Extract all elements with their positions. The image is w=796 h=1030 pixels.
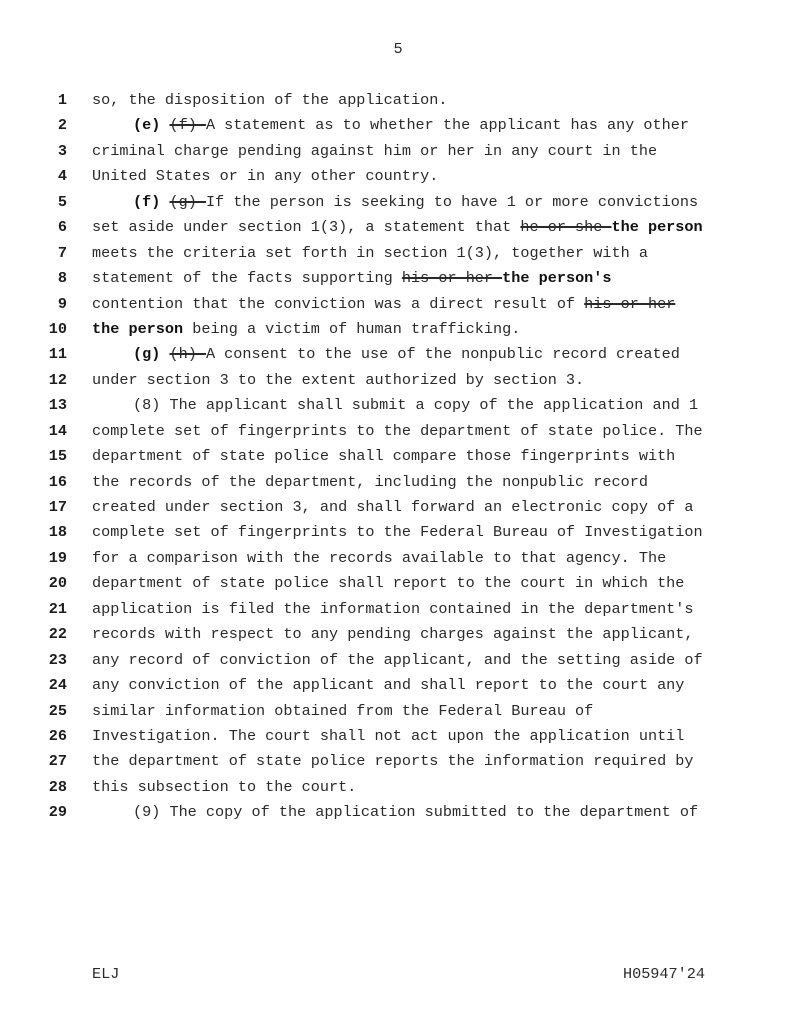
body-text: set aside under section 1(3), a statement that xyxy=(92,218,521,237)
line-number: 6 xyxy=(57,218,67,237)
line-number: 11 xyxy=(48,345,67,364)
text-line xyxy=(0,419,796,444)
line-text xyxy=(92,699,593,724)
text-line xyxy=(0,597,796,622)
line-text xyxy=(92,164,438,189)
line-number: 20 xyxy=(48,574,67,593)
line-number: 1 xyxy=(57,91,67,109)
page-number: 5 xyxy=(393,40,403,58)
text-line xyxy=(0,241,796,266)
line-text xyxy=(92,113,689,138)
body-text: department of state police shall report to the court in which the xyxy=(92,574,685,593)
line-number: 29 xyxy=(48,803,67,822)
line-number: 27 xyxy=(48,752,67,771)
text-line xyxy=(0,368,796,393)
line-text xyxy=(92,266,612,291)
stricken-text: (f) xyxy=(169,116,206,135)
line-number: 2 xyxy=(57,116,67,135)
line-text xyxy=(92,800,698,825)
line-text xyxy=(92,775,356,800)
line-number: 12 xyxy=(48,370,67,389)
body-text: any conviction of the applicant and shall report to the court any xyxy=(92,676,685,695)
text-line xyxy=(0,139,796,164)
line-number: 26 xyxy=(48,726,67,745)
body-text: created under section 3, and shall forward an electronic copy of a xyxy=(92,498,694,516)
text-line xyxy=(0,571,796,596)
text-line xyxy=(0,749,796,774)
stricken-text: (h) xyxy=(169,345,206,364)
line-text xyxy=(92,241,648,266)
footer-drafter-initials: ELJ xyxy=(92,965,120,983)
line-number: 3 xyxy=(57,141,67,160)
body-text: any record of conviction of the applicant, and the setting aside of xyxy=(92,650,703,669)
text-line xyxy=(0,673,796,698)
body-text: statement of the facts supporting xyxy=(92,269,402,288)
line-number: 9 xyxy=(57,294,67,313)
text-line xyxy=(0,113,796,138)
line-text xyxy=(92,292,675,317)
line-text xyxy=(92,495,694,520)
text-line xyxy=(0,215,796,240)
line-number: 16 xyxy=(48,472,67,491)
text-line xyxy=(0,470,796,495)
line-text xyxy=(92,749,694,774)
text-line xyxy=(0,699,796,724)
line-number: 5 xyxy=(57,192,67,211)
line-text xyxy=(92,622,694,647)
text-line xyxy=(0,317,796,342)
text-line xyxy=(0,800,796,825)
line-number: 24 xyxy=(48,676,67,695)
inserted-text: the person xyxy=(611,218,703,237)
line-number: 21 xyxy=(48,599,67,618)
inserted-text: (e) xyxy=(133,116,170,135)
body-text: If the person is seeking to have 1 or more convictions xyxy=(205,192,699,211)
inserted-text: the person xyxy=(92,319,184,338)
line-text xyxy=(92,317,520,342)
line-number: 8 xyxy=(57,269,67,288)
line-number: 14 xyxy=(48,421,67,440)
text-line xyxy=(0,520,796,545)
text-line xyxy=(0,88,796,113)
text-line xyxy=(0,648,796,673)
line-text xyxy=(92,88,447,113)
footer-bill-number: H05947'24 xyxy=(622,965,705,983)
line-text xyxy=(92,190,698,215)
line-number: 18 xyxy=(48,523,67,542)
body-text: so, the disposition of the application. xyxy=(92,91,448,109)
body-text: meets the criteria set forth in section 1(3), together with a xyxy=(92,243,648,262)
body-text: being a victim of human trafficking. xyxy=(183,319,521,338)
line-number: 4 xyxy=(57,167,67,186)
line-text xyxy=(92,673,684,698)
body-text: application is filed the information contained in the department's xyxy=(92,599,694,618)
body-text: the records of the department, including the nonpublic record xyxy=(92,472,648,491)
line-text xyxy=(92,139,657,164)
text-line xyxy=(0,495,796,520)
line-text xyxy=(92,342,680,367)
inserted-text: (f) xyxy=(133,192,170,211)
line-text xyxy=(92,648,703,673)
text-line xyxy=(0,775,796,800)
line-text xyxy=(92,215,703,240)
line-text xyxy=(92,419,703,444)
text-line xyxy=(0,342,796,367)
body-text: under section 3 to the extent authorized by section 3. xyxy=(92,370,585,389)
stricken-text: his or her xyxy=(401,269,503,288)
body-text: A statement as to whether the applicant has any other xyxy=(205,116,689,135)
line-text xyxy=(92,546,666,571)
body-text: (9) The copy of the application submitted to the department of xyxy=(133,803,699,822)
body-text: department of state police shall compare those fingerprints with xyxy=(92,447,676,466)
text-line xyxy=(0,292,796,317)
body-text: complete set of fingerprints to the department of state police. The xyxy=(92,421,703,440)
line-number: 23 xyxy=(48,650,67,669)
line-text xyxy=(92,393,698,418)
text-line xyxy=(0,546,796,571)
line-number: 13 xyxy=(48,396,67,415)
body-text: complete set of fingerprints to the Federal Bureau of Investigation xyxy=(92,523,703,542)
line-text xyxy=(92,368,584,393)
body-text: criminal charge pending against him or her in any court in the xyxy=(92,141,658,160)
text-line xyxy=(0,190,796,215)
page-footer xyxy=(92,965,705,983)
body-text: the department of state police reports the information required by xyxy=(92,752,694,771)
line-text xyxy=(92,724,684,749)
line-text xyxy=(92,571,684,596)
text-line xyxy=(0,164,796,189)
document-lines xyxy=(0,88,796,826)
body-text: United States or in any other country. xyxy=(92,167,439,186)
line-number: 25 xyxy=(48,701,67,720)
line-text xyxy=(92,470,648,495)
text-line xyxy=(0,622,796,647)
body-text: records with respect to any pending charges against the applicant, xyxy=(92,625,694,644)
inserted-text: the person's xyxy=(502,269,612,288)
text-line xyxy=(0,444,796,469)
body-text: this subsection to the court. xyxy=(92,777,357,796)
line-number: 17 xyxy=(48,498,67,516)
line-number: 22 xyxy=(48,625,67,644)
stricken-text: (g) xyxy=(169,192,206,211)
stricken-text: he or she xyxy=(520,218,612,237)
line-text xyxy=(92,597,694,622)
text-line xyxy=(0,266,796,291)
text-line xyxy=(0,724,796,749)
body-text: for a comparison with the records available to that agency. The xyxy=(92,548,667,567)
line-text xyxy=(92,444,675,469)
stricken-text: his or her xyxy=(584,294,676,313)
line-number: 15 xyxy=(48,447,67,466)
body-text: contention that the conviction was a direct result of xyxy=(92,294,585,313)
line-number: 28 xyxy=(48,777,67,796)
line-number: 7 xyxy=(57,243,67,262)
text-line xyxy=(0,393,796,418)
body-text: (8) The applicant shall submit a copy of the application and 1 xyxy=(133,396,699,415)
inserted-text: (g) xyxy=(133,345,170,364)
body-text: Investigation. The court shall not act upon the application until xyxy=(92,726,685,745)
body-text: similar information obtained from the Federal Bureau of xyxy=(92,701,594,720)
line-number: 19 xyxy=(48,548,67,567)
line-text xyxy=(92,520,703,545)
line-number: 10 xyxy=(48,319,67,338)
body-text: A consent to the use of the nonpublic record created xyxy=(205,345,680,364)
